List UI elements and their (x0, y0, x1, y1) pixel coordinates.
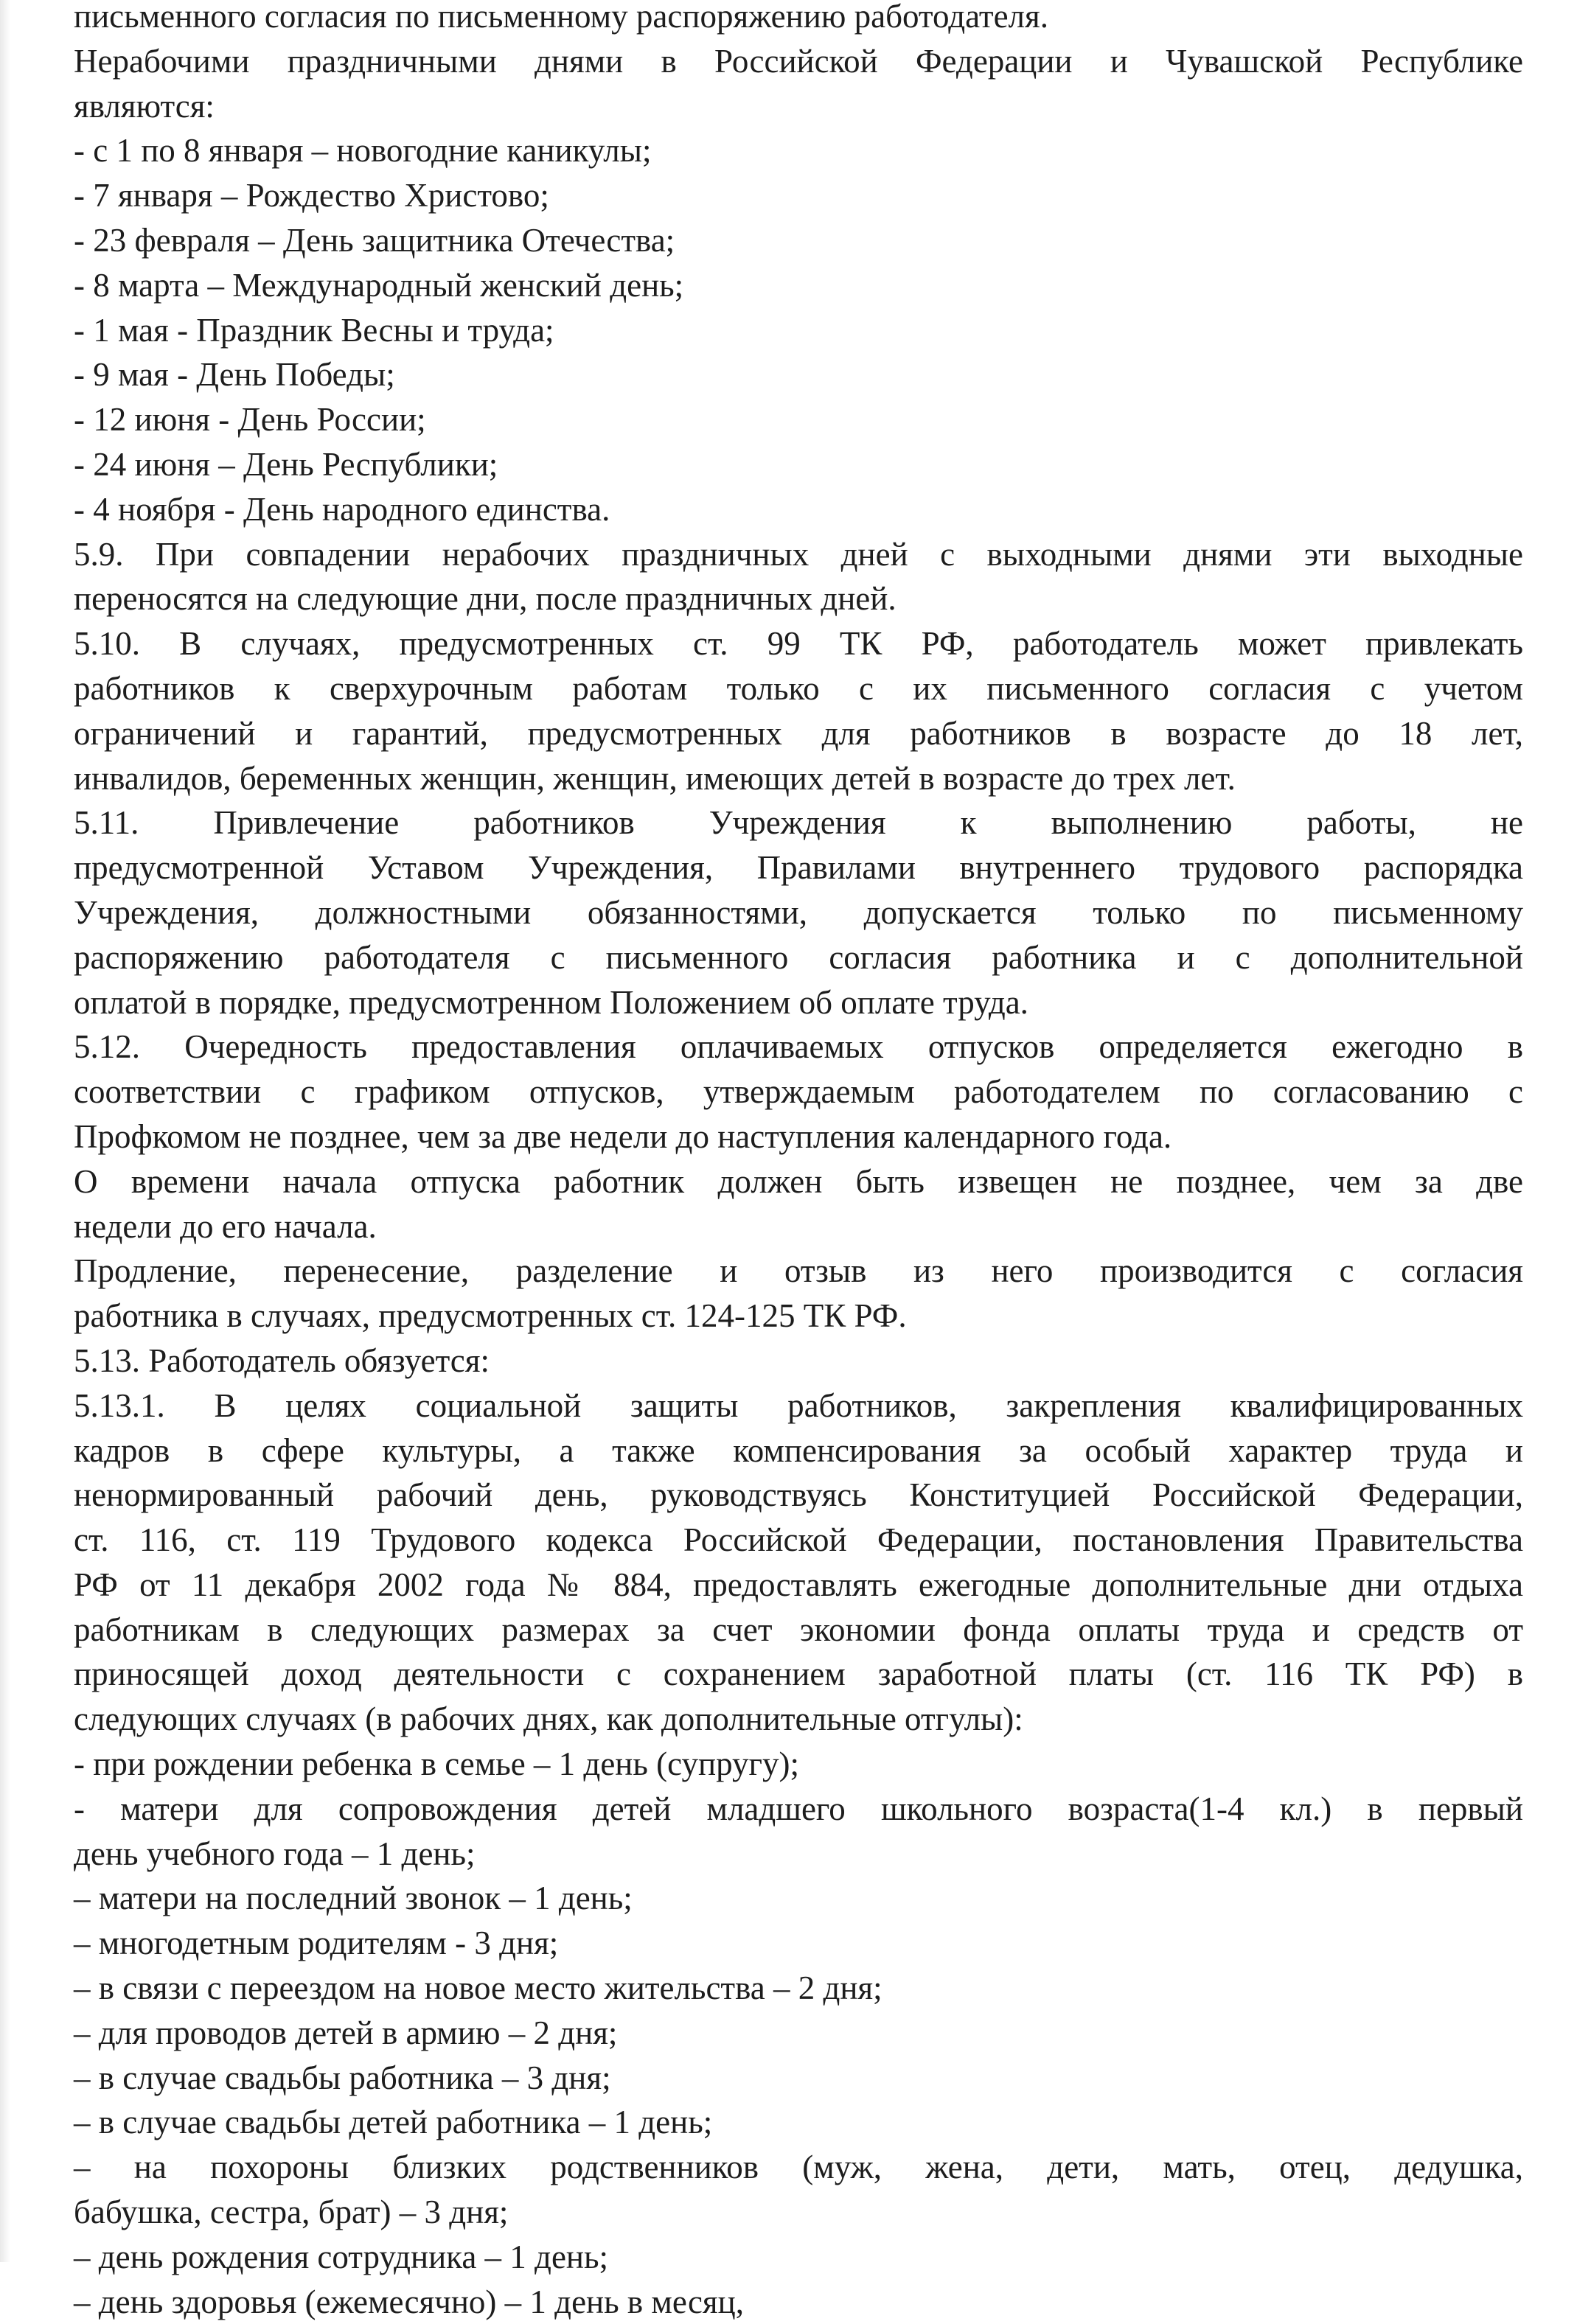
document-line: Профкомом не позднее, чем за две недели до наступления календарного года. (74, 1117, 1172, 1155)
document-line: – день рождения сотрудника – 1 день; (74, 2238, 609, 2275)
document-line: 5.12. Очередность предоставления оплачиваемых отпусков определяется ежегодно в (74, 1028, 1523, 1066)
document-line: следующих случаях (в рабочих днях, как дополнительные отгулы): (74, 1700, 1023, 1738)
document-line: – многодетным родителям - 3 дня; (74, 1925, 559, 1962)
document-line: работника в случаях, предусмотренных ст. 124-125 ТК РФ. (74, 1297, 907, 1335)
document-line: – в случае свадьбы детей работника – 1 день; (74, 2104, 713, 2141)
document-line: - 9 мая - День Победы; (74, 356, 395, 394)
document-line: кадров в сфере культуры, а также компенсирования за особый характер труда и (74, 1431, 1523, 1469)
document-line: 5.13.1. В целях социальной защиты работников, закрепления квалифицированных (74, 1386, 1523, 1424)
document-line: оплатой в порядке, предусмотренном Положением об оплате труда. (74, 983, 1028, 1021)
document-line: 5.9. При совпадении нерабочих праздничных дней с выходными днями эти выходные (74, 535, 1523, 573)
document-line: – матери на последний звонок – 1 день; (74, 1880, 633, 1917)
document-line: – на похороны близких родственников (муж, жена, дети, мать, отец, дедушка, (74, 2149, 1523, 2186)
document-line: О времени начала отпуска работник должен быть извещен не позднее, чем за две (74, 1162, 1523, 1200)
document-line: - 24 июня – День Республики; (74, 445, 498, 483)
document-line: Нерабочими праздничными днями в Российской Федерации и Чувашской Республике (74, 42, 1523, 80)
document-line: - при рождении ребенка в семье – 1 день (супругу); (74, 1745, 799, 1783)
document-line: соответствии с графиком отпусков, утверждаемым работодателем по согласованию с (74, 1073, 1523, 1111)
document-line: день учебного года – 1 день; (74, 1835, 476, 1872)
document-line: переносятся на следующие дни, после праздничных дней. (74, 580, 897, 618)
document-line: предусмотренной Уставом Учреждения, Правилами внутреннего трудового распорядка (74, 849, 1523, 887)
document-line: - матери для сопровождения детей младшего школьного возраста(1-4 кл.) в первый (74, 1790, 1523, 1827)
document-line: - 4 ноября - День народного единства. (74, 490, 610, 528)
document-line: Учреждения, должностными обязанностями, допускается только по письменному (74, 893, 1523, 931)
document-line: Продление, перенесение, разделение и отзыв из него производится с согласия (74, 1252, 1523, 1290)
document-body (74, 0, 1523, 2324)
scan-edge-shadow (0, 0, 10, 2262)
document-line: бабушка, сестра, брат) – 3 дня; (74, 2194, 509, 2231)
document-line: - 12 июня - День России; (74, 401, 426, 439)
document-line: ст. 116, ст. 119 Трудового кодекса Российской Федерации, постановления Правительства (74, 1521, 1523, 1559)
document-line: – в связи с переездом на новое место жительства – 2 дня; (74, 1969, 883, 2007)
document-line: инвалидов, беременных женщин, женщин, имеющих детей в возрасте до трех лет. (74, 759, 1236, 797)
document-line: - 1 мая - Праздник Весны и труда; (74, 311, 554, 349)
document-line: работников к сверхурочным работам только с их письменного согласия с учетом (74, 669, 1523, 707)
document-line: ограничений и гарантий, предусмотренных для работников в возрасте до 18 лет, (74, 714, 1523, 752)
document-line: письменного согласия по письменному распоряжению работодателя. (74, 0, 1048, 35)
document-line: – в случае свадьбы работника – 3 дня; (74, 2059, 611, 2096)
document-line: - с 1 по 8 января – новогодние каникулы; (74, 132, 652, 170)
document-line: распоряжению работодателя с письменного согласия работника и с дополнительной (74, 938, 1523, 976)
document-line: 5.10. В случаях, предусмотренных ст. 99 ТК РФ, работодатель может привлекать (74, 625, 1523, 663)
document-line: работникам в следующих размерах за счет экономии фонда оплаты труда и средств от (74, 1611, 1523, 1648)
document-line: 5.13. Работодатель обязуется: (74, 1341, 490, 1379)
document-line: – день здоровья (ежемесячно) – 1 день в месяц, (74, 2283, 744, 2320)
document-line: приносящей доход деятельности с сохранением заработной платы (ст. 116 ТК РФ) в (74, 1655, 1523, 1693)
document-line: - 7 января – Рождество Христово; (74, 177, 549, 214)
document-line: недели до его начала. (74, 1207, 377, 1245)
document-line: - 23 февраля – День защитника Отечества; (74, 221, 675, 259)
document-line: ненормированный рабочий день, руководствуясь Конституцией Российской Федерации, (74, 1476, 1523, 1514)
document-line: 5.11. Привлечение работников Учреждения к выполнению работы, не (74, 804, 1523, 842)
document-line: РФ от 11 декабря 2002 года № 884, предоставлять ежегодные дополнительные дни отдыха (74, 1566, 1523, 1603)
document-line: являются: (74, 87, 215, 125)
document-line: - 8 марта – Международный женский день; (74, 266, 684, 304)
document-line: – для проводов детей в армию – 2 дня; (74, 2014, 618, 2051)
